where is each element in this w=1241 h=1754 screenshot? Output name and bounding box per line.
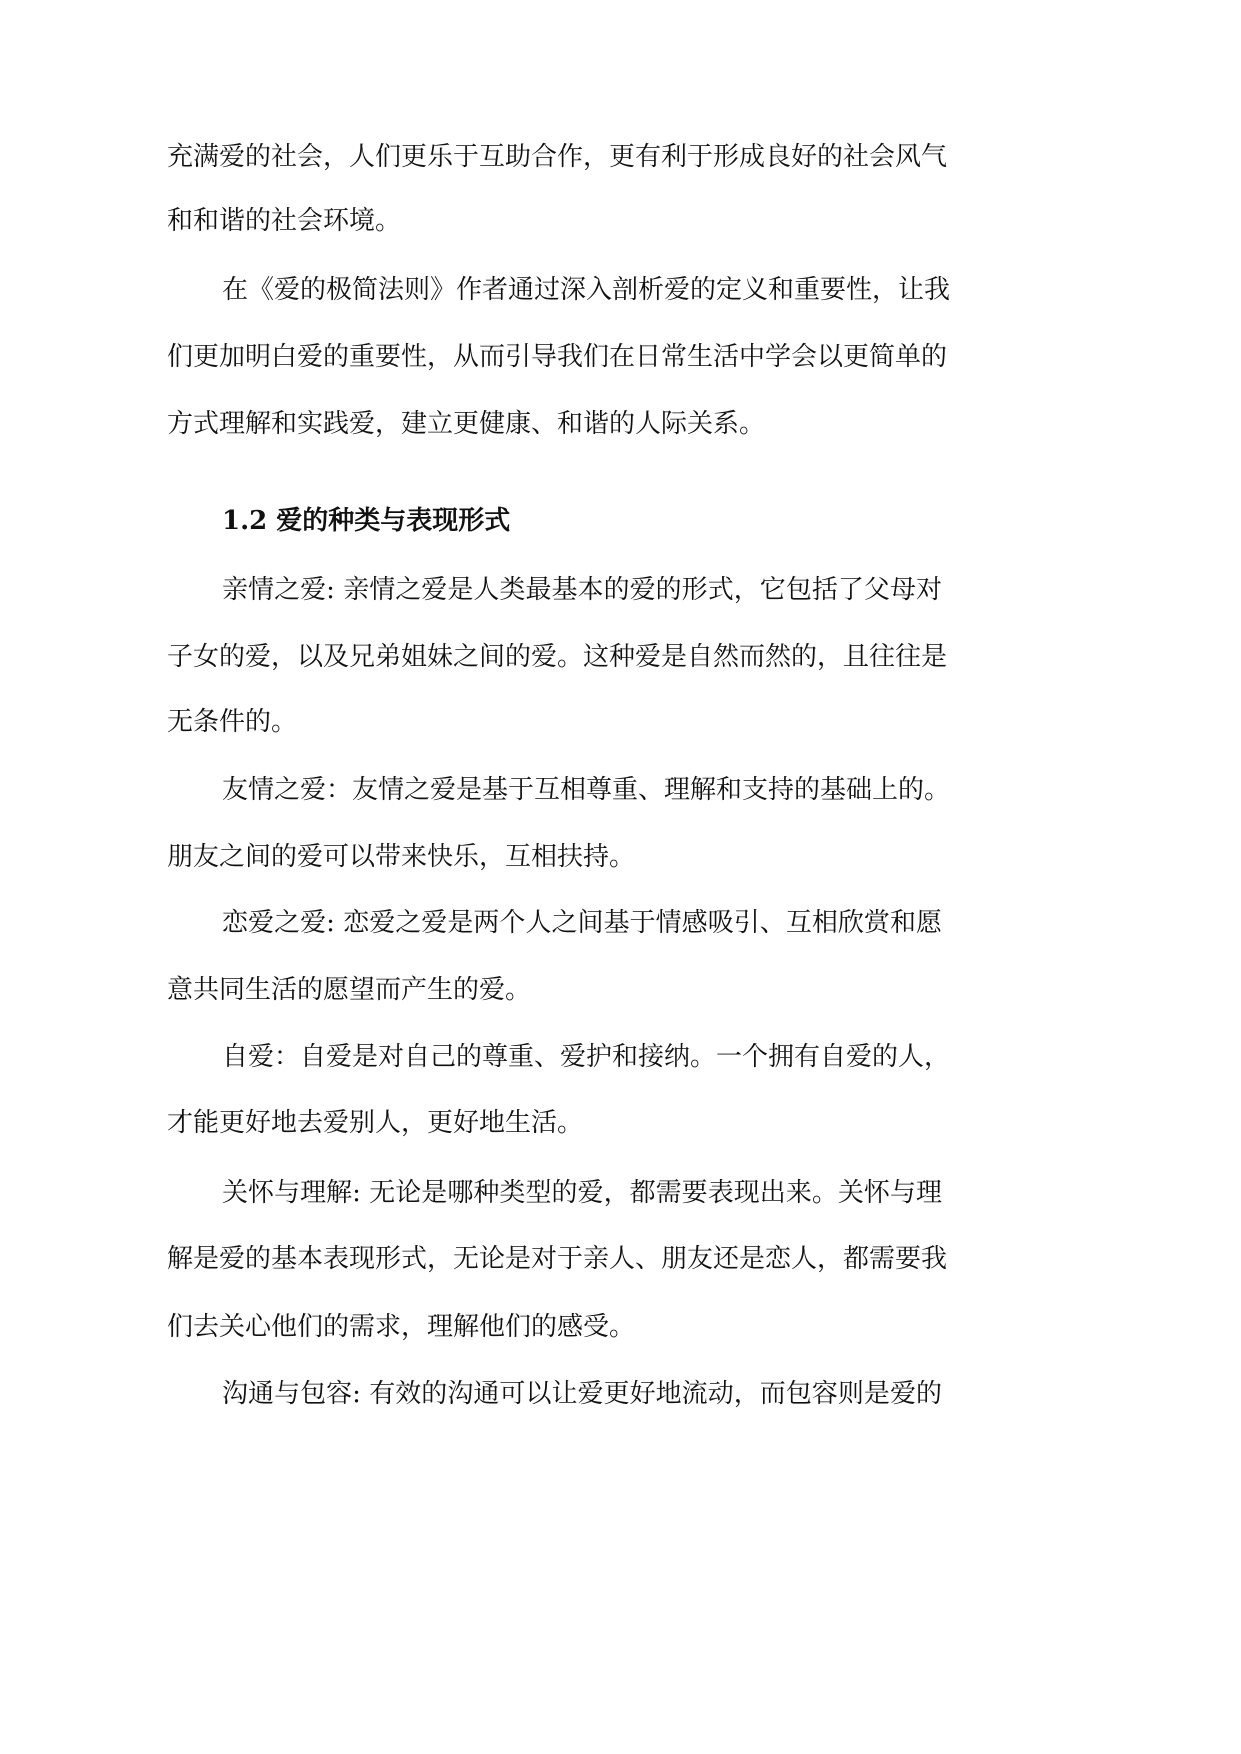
text-line: 方式理解和实践爱，建立更健康、和谐的人际关系。	[167, 409, 766, 439]
text-line: 和和谐的社会环境。	[167, 206, 402, 236]
section-heading: 1.2 爱的种类与表现形式	[222, 506, 511, 536]
text-line: 在《爱的极简法则》作者通过深入剖析爱的定义和重要性，让我	[222, 275, 951, 305]
text-line: 解是爱的基本表现形式，无论是对于亲人、朋友还是恋人，都需要我	[167, 1244, 948, 1274]
text-line: 充满爱的社会，人们更乐于互助合作，更有利于形成良好的社会风气	[167, 142, 948, 172]
text-line: 无条件的。	[167, 707, 298, 737]
text-line: 们去关心他们的需求，理解他们的感受。	[167, 1312, 636, 1342]
text-line: 朋友之间的爱可以带来快乐，互相扶持。	[167, 842, 636, 872]
text-line: 亲情之爱: 亲情之爱是人类最基本的爱的形式，它包括了父母对	[222, 575, 942, 605]
text-line: 子女的爱，以及兄弟姐妹之间的爱。这种爱是自然而然的，且往往是	[167, 642, 948, 672]
text-line: 们更加明白爱的重要性，从而引导我们在日常生活中学会以更简单的	[167, 342, 948, 372]
text-line: 意共同生活的愿望而产生的爱。	[167, 975, 532, 1005]
text-line: 自爱：自爱是对自己的尊重、爱护和接纳。一个拥有自爱的人，	[222, 1042, 951, 1072]
text-line: 恋爱之爱: 恋爱之爱是两个人之间基于情感吸引、互相欣赏和愿	[222, 908, 942, 938]
text-line: 关怀与理解: 无论是哪种类型的爱，都需要表现出来。关怀与理	[222, 1178, 942, 1208]
text-line: 沟通与包容: 有效的沟通可以让爱更好地流动，而包容则是爱的	[222, 1379, 942, 1409]
text-line: 友情之爱：友情之爱是基于互相尊重、理解和支持的基础上的。	[222, 775, 951, 805]
text-line: 才能更好地去爱别人，更好地生活。	[167, 1108, 584, 1138]
